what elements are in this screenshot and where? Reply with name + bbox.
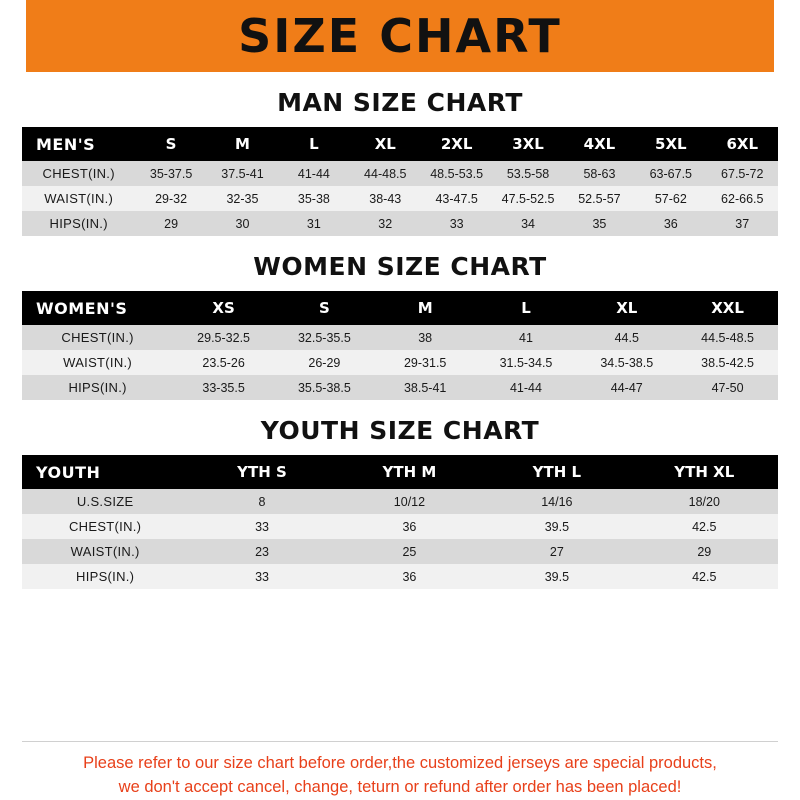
table-cell: 37.5-41 xyxy=(221,166,264,181)
table-cell: 39.5 xyxy=(544,569,570,584)
table-cell: 29 xyxy=(697,544,712,559)
section-women xyxy=(22,252,778,400)
table-cell: 34.5-38.5 xyxy=(600,355,654,370)
header-cell: M xyxy=(235,135,250,153)
table-header-row xyxy=(22,127,778,161)
header-cell: WOMEN'S xyxy=(36,298,128,318)
table-cell: 43-47.5 xyxy=(435,191,478,206)
banner-left-edge xyxy=(0,0,26,72)
table-cell: 35.5-38.5 xyxy=(297,380,351,395)
table-cell: 23 xyxy=(255,544,269,559)
table-cell: 41 xyxy=(519,330,533,345)
row-label: HIPS(IN.) xyxy=(68,380,127,395)
table-cell: 36 xyxy=(402,569,417,584)
table-row xyxy=(22,489,778,514)
table-cell: 48.5-53.5 xyxy=(430,166,484,181)
table-cell: 34 xyxy=(521,216,535,231)
table-cell: 35 xyxy=(592,216,607,231)
header-cell: 5XL xyxy=(655,135,687,153)
header-cell: YOUTH xyxy=(36,462,101,482)
table-cell: 25 xyxy=(402,544,417,559)
header-cell: 4XL xyxy=(583,135,616,153)
table-cell: 33 xyxy=(255,569,269,584)
row-label: HIPS(IN.) xyxy=(76,569,135,584)
header-cell: YTH L xyxy=(532,463,582,481)
section-youth xyxy=(22,416,778,589)
table-cell: 31.5-34.5 xyxy=(499,355,553,370)
table-row xyxy=(22,350,778,375)
table-cell: 18/20 xyxy=(688,494,720,509)
table-cell: 30 xyxy=(235,216,250,231)
row-label: WAIST(IN.) xyxy=(63,355,133,370)
page-title: SIZE CHART xyxy=(238,9,562,63)
table-cell: 67.5-72 xyxy=(721,166,764,181)
table-cell: 52.5-57 xyxy=(578,191,621,206)
header-cell: 2XL xyxy=(440,135,473,153)
table-cell: 27 xyxy=(549,544,564,559)
header-cell: 3XL xyxy=(512,135,544,153)
footer-disclaimer xyxy=(22,741,778,800)
header-cell: XL xyxy=(374,135,396,153)
table-cell: 47-50 xyxy=(711,380,744,395)
table-cell: 35-38 xyxy=(297,191,330,206)
row-label: WAIST(IN.) xyxy=(44,191,114,206)
table-cell: 58-63 xyxy=(583,166,616,181)
table-cell: 42.5 xyxy=(692,519,717,534)
table-cell: 32-35 xyxy=(226,191,259,206)
table-cell: 38.5-41 xyxy=(403,380,447,395)
table-cell: 31 xyxy=(306,216,321,231)
table-cell: 41-44 xyxy=(509,380,542,395)
table-cell: 29-31.5 xyxy=(403,355,447,370)
table-row xyxy=(22,325,778,350)
table-cell: 33 xyxy=(449,216,464,231)
header-cell: 6XL xyxy=(726,135,759,153)
banner-right-edge xyxy=(774,0,800,72)
section-title-women: WOMEN SIZE CHART xyxy=(253,252,547,281)
header-banner xyxy=(0,0,800,72)
table-cell: 33-35.5 xyxy=(202,380,245,395)
table-cell: 35-37.5 xyxy=(149,166,193,181)
table-cell: 38-43 xyxy=(369,191,402,206)
footer-line-1: Please refer to our size chart before order,the customized jerseys are special products, xyxy=(83,754,717,773)
footer-line-2: we don't accept cancel, change, teturn or refund after order has been placed! xyxy=(118,778,682,797)
header-cell: M xyxy=(417,299,433,317)
table-cell: 63-67.5 xyxy=(649,166,693,181)
table-row xyxy=(22,564,778,589)
table-row xyxy=(22,161,778,186)
section-title-youth: YOUTH SIZE CHART xyxy=(260,416,540,445)
table-row xyxy=(22,539,778,564)
table-cell: 44-47 xyxy=(610,380,643,395)
header-cell: L xyxy=(521,299,531,317)
header-cell: XXL xyxy=(711,299,744,317)
header-cell: YTH S xyxy=(237,463,287,481)
table-cell: 33 xyxy=(255,519,269,534)
table-cell: 32.5-35.5 xyxy=(297,330,351,345)
table-cell: 38 xyxy=(418,330,433,345)
row-label: U.S.SIZE xyxy=(76,494,134,509)
table-cell: 53.5-58 xyxy=(506,166,550,181)
table-cell: 36 xyxy=(663,216,678,231)
section-title-man: MAN SIZE CHART xyxy=(277,88,523,117)
table-cell: 41-44 xyxy=(297,166,330,181)
table-cell: 39.5 xyxy=(544,519,570,534)
table-cell: 38.5-42.5 xyxy=(701,355,754,370)
row-label: HIPS(IN.) xyxy=(49,216,108,231)
header-cell: L xyxy=(309,135,319,153)
table-cell: 29.5-32.5 xyxy=(197,330,250,345)
table-cell: 42.5 xyxy=(692,569,717,584)
header-cell: YTH XL xyxy=(674,463,735,481)
table-cell: 62-66.5 xyxy=(721,191,764,206)
header-cell: S xyxy=(318,299,330,317)
header-cell: XL xyxy=(616,299,638,317)
table-row xyxy=(22,375,778,400)
row-label: CHEST(IN.) xyxy=(68,519,142,534)
table-cell: 44.5-48.5 xyxy=(701,330,754,345)
table-cell: 29-32 xyxy=(155,191,188,206)
row-label: CHEST(IN.) xyxy=(42,166,115,181)
header-cell: S xyxy=(165,135,177,153)
table-cell: 47.5-52.5 xyxy=(501,191,555,206)
chart-content xyxy=(0,72,800,727)
table-cell: 36 xyxy=(402,519,417,534)
table-cell: 32 xyxy=(378,216,393,231)
table-cell: 8 xyxy=(258,494,266,509)
table-cell: 14/16 xyxy=(541,494,573,509)
man-size-table xyxy=(22,127,778,236)
table-cell: 10/12 xyxy=(393,494,426,509)
women-size-table xyxy=(22,291,778,400)
header-cell: YTH M xyxy=(382,463,437,481)
table-cell: 44.5 xyxy=(614,330,639,345)
header-cell: MEN'S xyxy=(36,134,96,154)
table-cell: 37 xyxy=(735,216,750,231)
row-label: CHEST(IN.) xyxy=(61,330,134,345)
table-header-row xyxy=(22,455,778,489)
youth-size-table xyxy=(22,455,778,589)
header-cell: XS xyxy=(212,299,235,317)
table-cell: 44-48.5 xyxy=(364,166,407,181)
table-row xyxy=(22,211,778,236)
table-cell: 57-62 xyxy=(654,191,687,206)
row-label: WAIST(IN.) xyxy=(70,544,140,559)
table-cell: 29 xyxy=(164,216,179,231)
table-cell: 23.5-26 xyxy=(202,355,245,370)
table-row xyxy=(22,514,778,539)
section-man xyxy=(22,88,778,236)
table-cell: 26-29 xyxy=(308,355,341,370)
table-header-row xyxy=(22,291,778,325)
table-row xyxy=(22,186,778,211)
